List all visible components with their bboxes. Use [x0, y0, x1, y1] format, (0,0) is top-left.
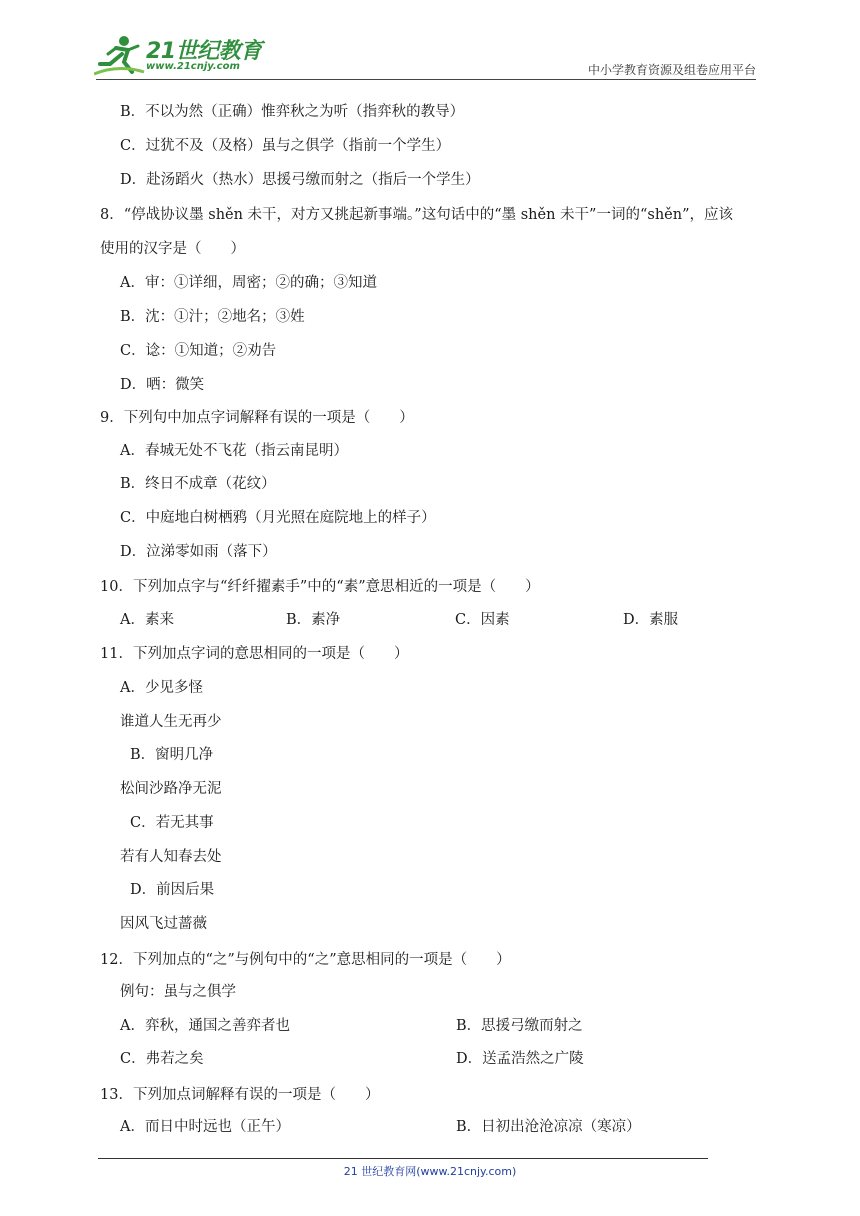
question-8-stem-cont: 使用的汉字是（ ） — [100, 241, 245, 257]
option-line: A．春城无处不飞花（指云南昆明） — [120, 443, 348, 459]
option-subline: 若有人知春去处 — [120, 849, 222, 865]
option-line: C．谂：①知道；②劝告 — [120, 343, 277, 359]
question-12-stem: 12．下列加点的“之”与例句中的“之”意思相同的一项是（ ） — [100, 952, 511, 968]
option-c: C．弗若之矣 — [120, 1051, 204, 1067]
option-line: A．审：①详细，周密；②的确；③知道 — [120, 275, 377, 291]
logo-url: www.21cnjy.com — [146, 61, 240, 72]
option-line: C．过犹不及（及格）虽与之俱学（指前一个学生） — [120, 138, 451, 154]
option-c: C．因素 — [455, 612, 510, 628]
option-a: A．而日中时远也（正午） — [120, 1119, 290, 1135]
footer-link[interactable]: 21 世纪教育网(www.21cnjy.com) — [343, 1165, 517, 1178]
option-b: B．日初出沧沧凉凉（寒凉） — [456, 1119, 641, 1135]
header-divider — [96, 79, 756, 80]
option-line: B．沈：①汁；②地名；③姓 — [120, 309, 305, 325]
option-subline: 松间沙路净无泥 — [120, 781, 222, 797]
question-11-stem: 11．下列加点字词的意思相同的一项是（ ） — [100, 646, 409, 662]
option-line: D．泣涕零如雨（落下） — [120, 544, 277, 560]
question-8-stem: 8．“停战协议墨 shěn 未干，对方又挑起新事端。”这句话中的“墨 shěn 未干”一词的“shěn”，应该 — [100, 207, 733, 223]
option-d: D．素服 — [623, 612, 679, 628]
footer-divider — [98, 1158, 708, 1159]
option-line: C．若无其事 — [130, 815, 214, 831]
option-line: B．窗明几净 — [130, 747, 214, 763]
question-13-stem: 13．下列加点词解释有误的一项是（ ） — [100, 1087, 380, 1103]
option-subline: 因风飞过蔷薇 — [120, 916, 207, 932]
platform-title: 中小学教育资源及组卷应用平台 — [587, 63, 756, 77]
option-line: B．不以为然（正确）惟弈秋之为听（指弈秋的教导） — [120, 104, 465, 120]
page-header — [0, 0, 860, 80]
runner-icon — [94, 34, 146, 78]
option-subline: 谁道人生无再少 — [120, 714, 222, 730]
option-line: D．赴汤蹈火（热水）思援弓缴而射之（指后一个学生） — [120, 172, 480, 188]
site-logo[interactable] — [94, 34, 264, 78]
option-line: D．哂：微笑 — [120, 377, 205, 393]
option-b: B．素净 — [286, 612, 341, 628]
logo-title: 21世纪教育 — [146, 39, 262, 64]
question-10-stem: 10．下列加点字与“纤纤擢素手”中的“素”意思相近的一项是（ ） — [100, 579, 540, 595]
option-line: A．少见多怪 — [120, 680, 203, 696]
option-a: A．素来 — [120, 612, 174, 628]
example-sentence: 例句：虽与之俱学 — [120, 984, 236, 1000]
option-b: B．思援弓缴而射之 — [456, 1018, 583, 1034]
option-line: C．中庭地白树栖鸦（月光照在庭院地上的样子） — [120, 510, 436, 526]
option-a: A．弈秋，通国之善弈者也 — [120, 1018, 290, 1034]
option-line: B．终日不成章（花纹） — [120, 476, 276, 492]
option-d: D．送孟浩然之广陵 — [456, 1051, 584, 1067]
question-9-stem: 9．下列句中加点字词解释有误的一项是（ ） — [100, 410, 414, 426]
option-line: D．前因后果 — [130, 882, 215, 898]
